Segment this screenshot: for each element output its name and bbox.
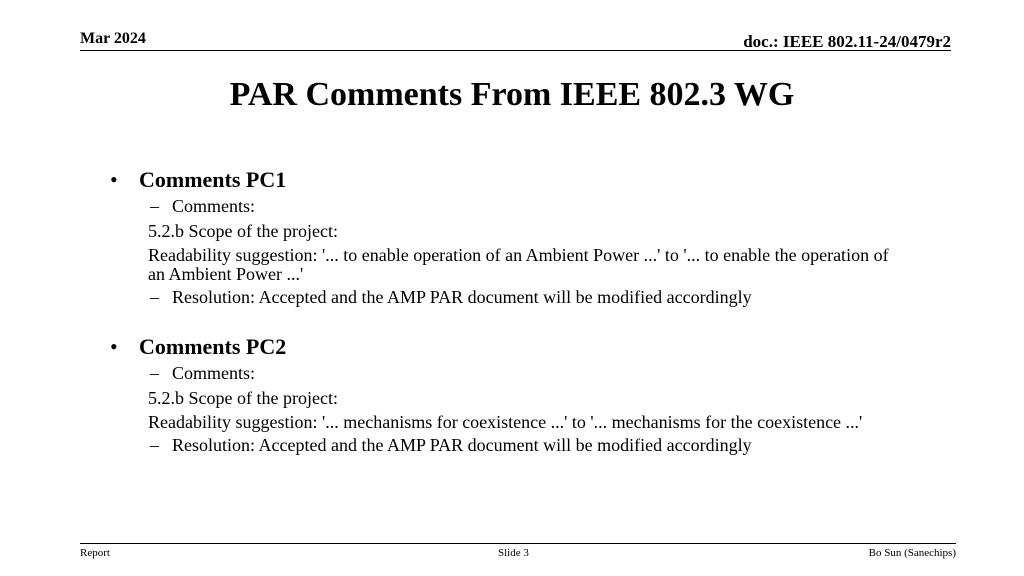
bullet-icon: • — [110, 167, 118, 192]
comment-section-pc2 — [108, 333, 908, 456]
resolution-text: – Resolution: Accepted and the AMP PAR document will be modified accordingly — [150, 287, 752, 307]
dash-icon: – — [150, 435, 159, 455]
section-heading-text: Comments PC2 — [139, 334, 287, 359]
scope-text: 5.2.b Scope of the project: — [148, 388, 338, 408]
header-divider — [80, 50, 951, 51]
footer-divider — [80, 543, 956, 544]
comments-label: – Comments: — [150, 196, 256, 216]
comment-section-pc1 — [108, 166, 908, 308]
dash-icon: – — [150, 363, 159, 383]
slide-body — [108, 166, 908, 481]
suggestion-text: Readability suggestion: '... to enable operation of an Ambient Power ...' to '... to enable the operation of an Ambient Power ...' — [148, 245, 889, 284]
dash-icon: – — [150, 287, 159, 307]
header-date: Mar 2024 — [80, 30, 146, 47]
header-doc-id: doc.: IEEE 802.11-24/0479r2 — [743, 32, 951, 51]
section-heading-text: Comments PC1 — [139, 167, 287, 192]
footer-author: Bo Sun (Sanechips) — [868, 547, 956, 559]
footer-left: Report — [80, 547, 110, 559]
suggestion-text: Readability suggestion: '... mechanisms for coexistence ...' to '... mechanisms for the coexistence ...' — [148, 412, 863, 432]
section-heading — [108, 333, 908, 360]
resolution-text: – Resolution: Accepted and the AMP PAR document will be modified accordingly — [150, 435, 752, 455]
comments-label: – Comments: — [150, 363, 256, 383]
bullet-icon: • — [110, 334, 118, 359]
slide-title: PAR Comments From IEEE 802.3 WG — [229, 76, 795, 113]
scope-text: 5.2.b Scope of the project: — [148, 221, 338, 241]
slide-number: Slide 3 — [498, 547, 529, 559]
dash-icon: – — [150, 196, 159, 216]
section-heading — [108, 166, 908, 193]
